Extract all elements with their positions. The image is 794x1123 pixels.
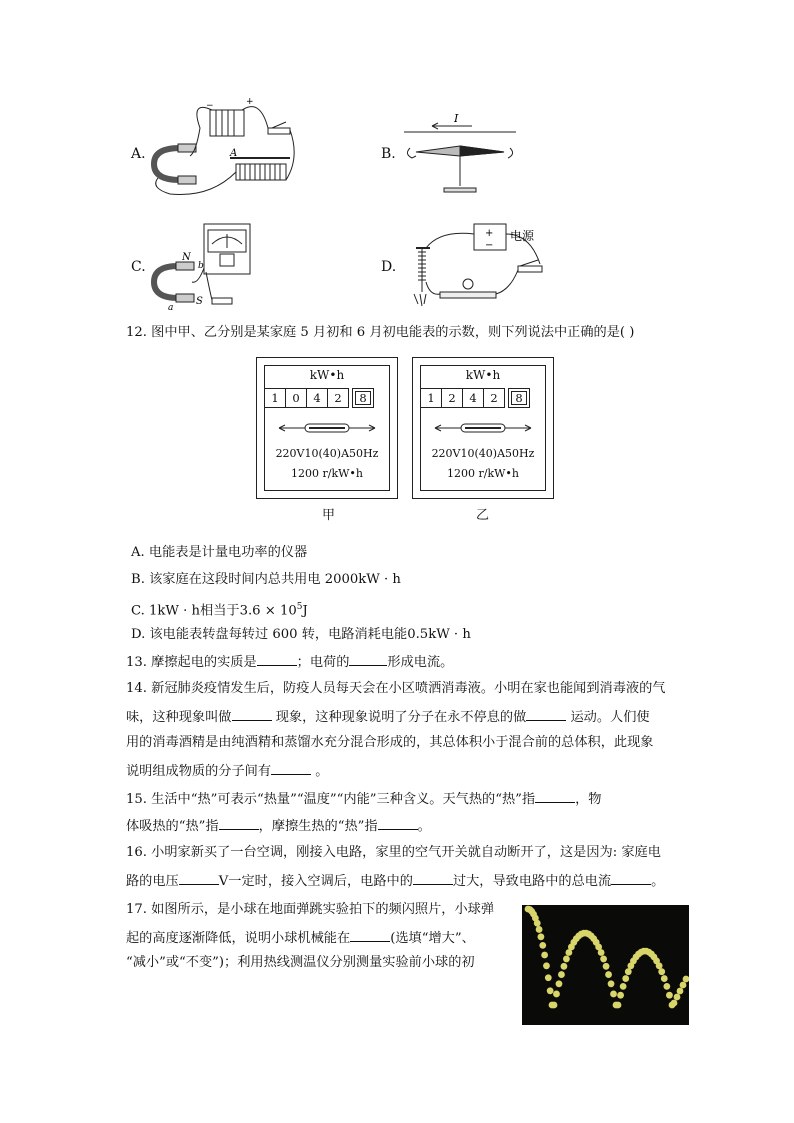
meter-jia-unit: kW•h [309,368,345,382]
ball-dot [658,968,665,975]
power-minus-label: − [485,240,494,251]
meter-dial-icon [433,420,533,436]
q16-line-1: 16. 小明家新买了一台空调，刚接入电路，家里的空气开关就自动断开了，这是因为: 家庭电 [126,845,661,860]
q16-blank-1[interactable] [179,870,219,885]
option-a-circuit-figure [150,98,300,210]
power-source-label: 电源 [510,229,535,243]
battery-minus-label: − [206,101,214,111]
ball-dot [561,963,568,970]
q12-option-b: B. 该家庭在这段时间内总共用电 2000kW · h [131,572,401,587]
meter-yi-unit: kW•h [465,368,501,382]
ball-dot [551,1002,558,1009]
ball-dot [608,980,615,987]
ball-dot [677,988,684,995]
option-d-label: D. [381,259,397,275]
ball-dot [558,971,565,978]
ball-dot [603,963,610,970]
q15-blank-1[interactable] [535,788,575,803]
ball-dot [543,962,550,969]
option-c-galvanometer-figure [150,222,260,312]
current-i-label: I [454,112,459,125]
meter-jia-rate: 1200 r/kW•h [291,467,363,480]
meter-digit: 2 [327,388,349,408]
q12-option-d: D. 该电能表转盘每转过 600 转，电路消耗电能0.5kW · h [131,627,471,642]
meter-jia-digits [264,388,373,408]
q13-blank-2[interactable] [349,651,387,666]
q15-blank-2[interactable] [219,815,259,830]
q12-option-c: C. 1kW · h相当于$3.6 \times 10^5J$ [131,602,308,619]
ball-dot [610,991,617,998]
meter-digit: 2 [441,388,463,408]
wire-a-label: a [168,303,174,312]
meter-digit: 1 [420,388,442,408]
wire-b-label: b [198,261,204,271]
ball-dot [547,987,554,994]
ball-dot [553,991,560,998]
bouncing-ball-strobe-photo [522,905,689,1025]
q15-line-1: 15. 生活中“热”可表示“热量”“温度”“内能”三种含义。天气热的“热”指 ，物 [126,788,601,810]
meter-yi-digits [420,388,529,408]
q17-line-2: 起的高度逐渐降低，说明小球机械能在 (选填“增大”、 [126,927,475,949]
ball-dot [598,949,605,956]
option-b-label: B. [381,146,396,162]
q16-blank-2[interactable] [413,870,453,885]
meter-digit: 4 [306,388,328,408]
meter-jia-spec: 220V10(40)A50Hz [275,447,379,460]
ball-dot [674,994,681,1001]
q16-blank-3[interactable] [611,870,651,885]
point-a-label: A [230,148,238,159]
option-c-label: C. [131,259,146,275]
pole-s-label: S [196,296,203,307]
ball-dot [661,975,668,982]
meter-digit-decimal: 8 [352,388,374,408]
ball-dot [541,952,548,959]
ball-dot [534,920,541,927]
meter-digit-decimal: 8 [508,388,530,408]
q17-line-1: 17. 如图所示，是小球在地面弹跳实验拍下的频闪照片，小球弹 [126,902,495,917]
option-a-label: A. [131,146,146,162]
meter-yi-rate: 1200 r/kW•h [447,467,519,480]
ball-dot [625,968,632,975]
q14-line-3: 用的消毒酒精是由纯酒精和蒸馏水充分混合形成的，其总体积小于混合前的总体积，此现象 [126,735,654,750]
ball-dot [563,956,570,963]
meter-digit: 1 [264,388,286,408]
ball-dot [615,1002,622,1009]
ball-dot [617,992,624,999]
q13-blank-1[interactable] [257,651,297,666]
ball-dot [538,933,545,940]
q14-line-1: 14. 新冠肺炎疫情发生后，防疫人员每天会在小区喷洒消毒液。小明在家也能闻到消毒液的气 [126,681,666,696]
option-b-compass-figure [400,108,520,196]
q17-blank-1[interactable] [350,927,390,942]
meter-yi [412,357,554,499]
q14-line-4: 说明组成物质的分子间有 。 [126,760,328,782]
ball-dot [605,971,612,978]
ball-dot [663,983,670,990]
q14-blank-2[interactable] [526,706,566,721]
ball-dot [620,983,627,990]
ball-dot [536,926,543,933]
meter-jia-caption: 甲 [322,508,336,523]
q14-blank-3[interactable] [271,760,311,775]
ball-dot [556,980,563,987]
q16-line-2: 路的电压 V一定时，接入空调后，电路中的 过大，导致电路中的总电流 。 [126,870,664,892]
q17-line-3: “减小”或“不变”)；利用热线测温仪分别测量实验前小球的初 [126,955,475,970]
meter-dial-icon [277,420,377,436]
q15-line-2: 体吸热的“热”指 ，摩擦生热的“热”指 。 [126,815,431,837]
ball-dot [656,962,663,969]
power-plus-label: + [485,228,494,239]
meter-digit: 0 [285,388,307,408]
bouncing-ball-dots [522,905,689,1025]
q12-stem: 12. 图中甲、乙分别是某家庭 5 月初和 6 月初电能表的示数，则下列说法中正确的是( ) [126,325,635,340]
q14-blank-1[interactable] [232,706,272,721]
meter-yi-spec: 220V10(40)A50Hz [431,447,535,460]
ball-dot [666,992,673,999]
ball-dot [600,956,607,963]
ball-dot [545,974,552,981]
ball-dot [539,942,546,949]
ball-dot [671,1000,678,1007]
meter-digit: 4 [462,388,484,408]
meter-yi-caption: 乙 [476,508,490,523]
option-d-electromagnet-figure [400,222,550,314]
battery-plus-label: + [246,98,254,107]
q12-option-a: A. 电能表是计量电功率的仪器 [131,545,308,560]
meter-jia [256,357,398,499]
pole-n-label: N [182,252,191,263]
ball-dot [622,975,629,982]
q13: 13. 摩擦起电的实质是 ；电荷的 形成电流。 [126,651,453,673]
ball-dot [680,982,687,989]
ball-dot [683,976,689,983]
q14-line-2: 味，这种现象叫做 现象，这种现象说明了分子在永不停息的做 运动。人们使 [126,706,650,728]
meter-digit: 2 [483,388,505,408]
q15-blank-3[interactable] [378,815,418,830]
